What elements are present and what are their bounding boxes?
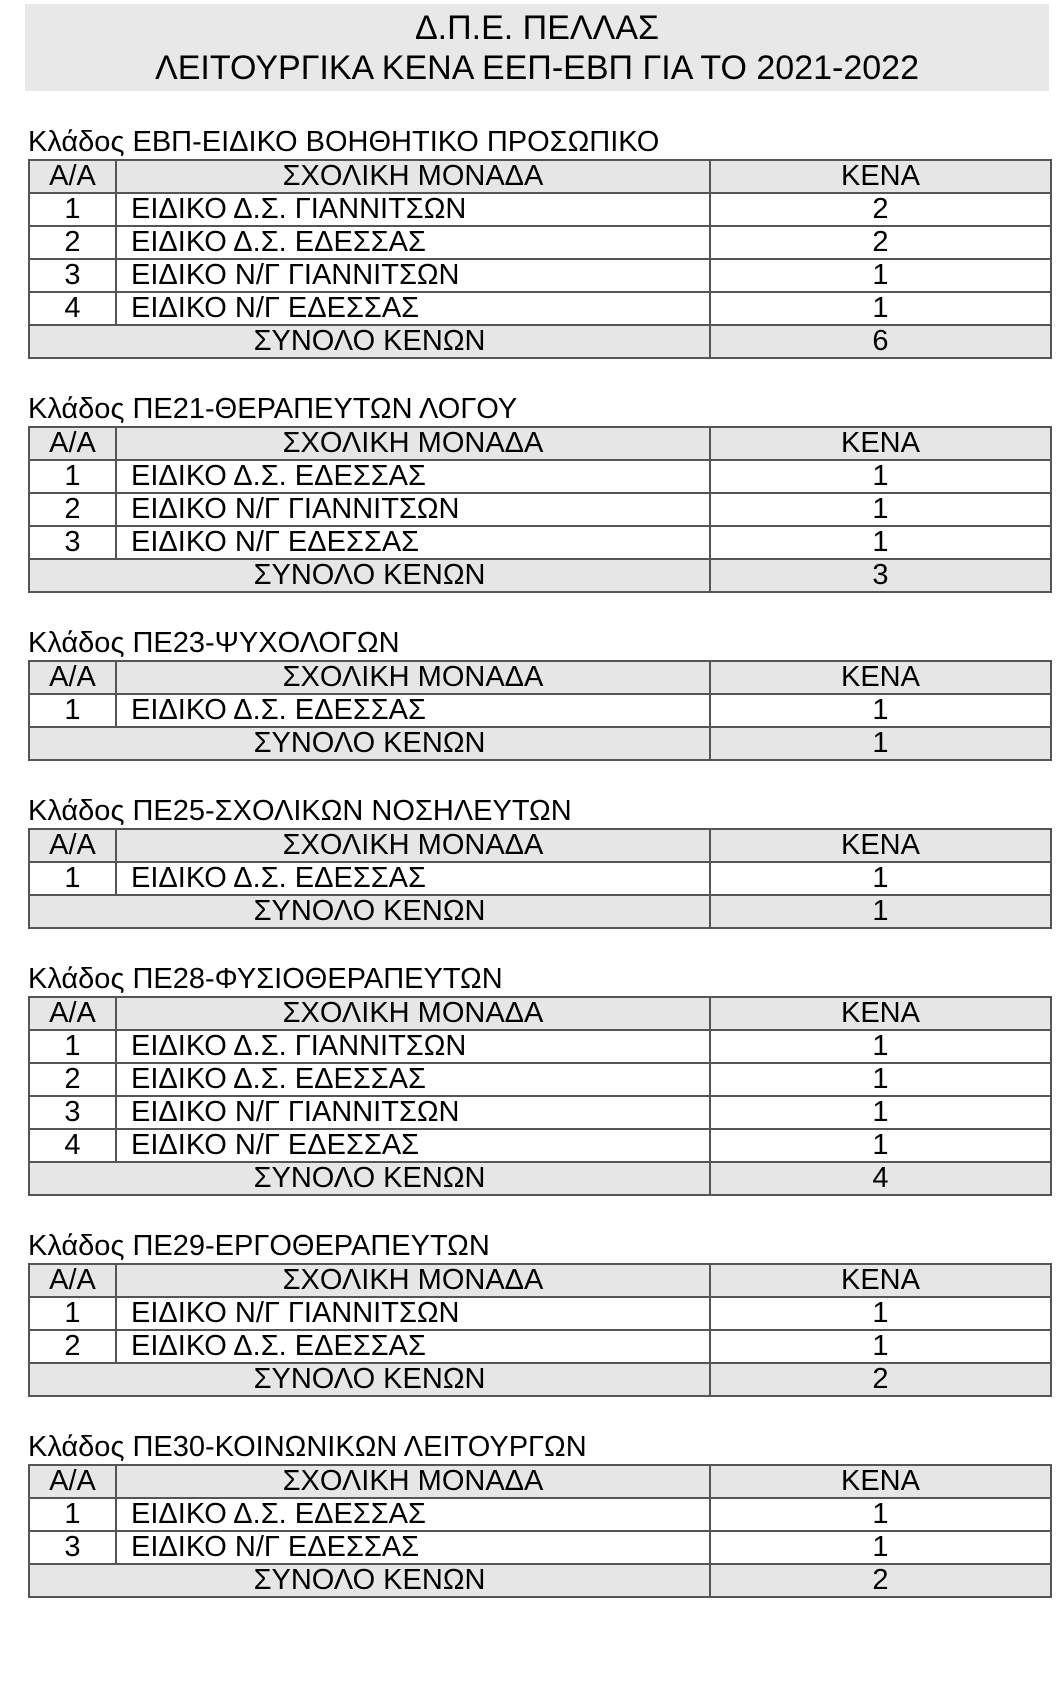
school-name: ΕΙΔΙΚΟ Ν/Γ ΓΙΑΝΝΙΤΣΩΝ — [116, 493, 710, 526]
column-header-count: ΚΕΝΑ — [710, 1465, 1051, 1498]
row-number: 3 — [29, 259, 116, 292]
school-name: ΕΙΔΙΚΟ Δ.Σ. ΕΔΕΣΣΑΣ — [116, 1063, 710, 1096]
section-title: Κλάδος ΠΕ30-ΚΟΙΝΩΝΙΚΩΝ ΛΕΙΤΟΥΡΓΩΝ — [28, 1431, 587, 1463]
table-header-row — [29, 427, 1051, 460]
total-label: ΣΥΝΟΛΟ ΚΕΝΩΝ — [29, 1363, 710, 1396]
vacancy-count: 1 — [710, 292, 1051, 325]
vacancy-table — [28, 426, 1052, 593]
row-number: 1 — [29, 1297, 116, 1330]
column-header-aa: Α/Α — [29, 160, 116, 193]
column-header-school: ΣΧΟΛΙΚΗ ΜΟΝΑΔΑ — [116, 1264, 710, 1297]
table-header-row — [29, 661, 1051, 694]
total-row — [29, 1564, 1051, 1597]
table-row — [29, 493, 1051, 526]
vacancy-section — [28, 1430, 1050, 1598]
table-header-row — [29, 1264, 1051, 1297]
total-row — [29, 559, 1051, 592]
vacancy-section — [28, 962, 1050, 1196]
school-name: ΕΙΔΙΚΟ Ν/Γ ΓΙΑΝΝΙΤΣΩΝ — [116, 1096, 710, 1129]
total-row — [29, 895, 1051, 928]
section-title: Κλάδος ΠΕ28-ΦΥΣΙΟΘΕΡΑΠΕΥΤΩΝ — [28, 963, 503, 995]
vacancy-section — [28, 392, 1050, 593]
section-title: Κλάδος ΠΕ23-ΨΥΧΟΛΟΓΩΝ — [28, 627, 400, 659]
table-row — [29, 1129, 1051, 1162]
total-value: 6 — [710, 325, 1051, 358]
page-header — [25, 4, 1049, 91]
row-number: 3 — [29, 1531, 116, 1564]
vacancy-section — [28, 626, 1050, 761]
column-header-count: ΚΕΝΑ — [710, 661, 1051, 694]
total-row — [29, 727, 1051, 760]
column-header-aa: Α/Α — [29, 427, 116, 460]
section-title: Κλάδος ΠΕ25-ΣΧΟΛΙΚΩΝ ΝΟΣΗΛΕΥΤΩΝ — [28, 795, 572, 827]
column-header-school: ΣΧΟΛΙΚΗ ΜΟΝΑΔΑ — [116, 997, 710, 1030]
vacancy-count: 1 — [710, 493, 1051, 526]
row-number: 1 — [29, 694, 116, 727]
row-number: 4 — [29, 1129, 116, 1162]
row-number: 1 — [29, 862, 116, 895]
total-value: 3 — [710, 559, 1051, 592]
table-header-row — [29, 997, 1051, 1030]
school-name: ΕΙΔΙΚΟ Ν/Γ ΕΔΕΣΣΑΣ — [116, 1531, 710, 1564]
vacancy-table — [28, 996, 1052, 1196]
vacancy-count: 1 — [710, 1030, 1051, 1063]
total-row — [29, 1162, 1051, 1195]
vacancy-section — [28, 1229, 1050, 1397]
table-row — [29, 1063, 1051, 1096]
column-header-count: ΚΕΝΑ — [710, 997, 1051, 1030]
vacancy-count: 1 — [710, 1498, 1051, 1531]
table-header-row — [29, 1465, 1051, 1498]
table-row — [29, 460, 1051, 493]
vacancy-count: 2 — [710, 226, 1051, 259]
total-label: ΣΥΝΟΛΟ ΚΕΝΩΝ — [29, 325, 710, 358]
column-header-aa: Α/Α — [29, 1465, 116, 1498]
column-header-aa: Α/Α — [29, 661, 116, 694]
total-row — [29, 325, 1051, 358]
vacancy-count: 2 — [710, 193, 1051, 226]
section-title: Κλάδος ΠΕ29-ΕΡΓΟΘΕΡΑΠΕΥΤΩΝ — [28, 1230, 490, 1262]
sections-container — [28, 125, 1050, 1631]
column-header-count: ΚΕΝΑ — [710, 829, 1051, 862]
row-number: 3 — [29, 1096, 116, 1129]
column-header-school: ΣΧΟΛΙΚΗ ΜΟΝΑΔΑ — [116, 1465, 710, 1498]
total-row — [29, 1363, 1051, 1396]
table-header-row — [29, 829, 1051, 862]
vacancy-table — [28, 1464, 1052, 1598]
table-row — [29, 193, 1051, 226]
school-name: ΕΙΔΙΚΟ Δ.Σ. ΕΔΕΣΣΑΣ — [116, 694, 710, 727]
table-row — [29, 1498, 1051, 1531]
vacancy-count: 1 — [710, 1330, 1051, 1363]
row-number: 1 — [29, 460, 116, 493]
row-number: 1 — [29, 1498, 116, 1531]
total-value: 4 — [710, 1162, 1051, 1195]
school-name: ΕΙΔΙΚΟ Ν/Γ ΓΙΑΝΝΙΤΣΩΝ — [116, 259, 710, 292]
vacancy-count: 1 — [710, 460, 1051, 493]
school-name: ΕΙΔΙΚΟ Δ.Σ. ΕΔΕΣΣΑΣ — [116, 226, 710, 259]
table-row — [29, 259, 1051, 292]
column-header-aa: Α/Α — [29, 997, 116, 1030]
vacancy-count: 1 — [710, 1297, 1051, 1330]
column-header-school: ΣΧΟΛΙΚΗ ΜΟΝΑΔΑ — [116, 661, 710, 694]
table-row — [29, 226, 1051, 259]
vacancy-table — [28, 1263, 1052, 1397]
table-row — [29, 1330, 1051, 1363]
total-value: 2 — [710, 1564, 1051, 1597]
total-value: 1 — [710, 895, 1051, 928]
total-label: ΣΥΝΟΛΟ ΚΕΝΩΝ — [29, 895, 710, 928]
table-header-row — [29, 160, 1051, 193]
vacancy-section — [28, 125, 1050, 359]
school-name: ΕΙΔΙΚΟ Ν/Γ ΕΔΕΣΣΑΣ — [116, 526, 710, 559]
table-row — [29, 1531, 1051, 1564]
school-name: ΕΙΔΙΚΟ Ν/Γ ΕΔΕΣΣΑΣ — [116, 1129, 710, 1162]
column-header-count: ΚΕΝΑ — [710, 1264, 1051, 1297]
vacancy-count: 1 — [710, 1063, 1051, 1096]
vacancy-count: 1 — [710, 1531, 1051, 1564]
vacancy-table — [28, 828, 1052, 929]
vacancy-count: 1 — [710, 259, 1051, 292]
row-number: 2 — [29, 1330, 116, 1363]
table-row — [29, 862, 1051, 895]
school-name: ΕΙΔΙΚΟ Ν/Γ ΕΔΕΣΣΑΣ — [116, 292, 710, 325]
vacancy-count: 1 — [710, 1096, 1051, 1129]
row-number: 1 — [29, 1030, 116, 1063]
school-name: ΕΙΔΙΚΟ Δ.Σ. ΕΔΕΣΣΑΣ — [116, 460, 710, 493]
column-header-count: ΚΕΝΑ — [710, 160, 1051, 193]
vacancy-table — [28, 660, 1052, 761]
school-name: ΕΙΔΙΚΟ Δ.Σ. ΓΙΑΝΝΙΤΣΩΝ — [116, 1030, 710, 1063]
header-title: Δ.Π.Ε. ΠΕΛΛΑΣ — [414, 9, 660, 47]
row-number: 2 — [29, 1063, 116, 1096]
vacancy-count: 1 — [710, 1129, 1051, 1162]
table-row — [29, 526, 1051, 559]
total-value: 1 — [710, 727, 1051, 760]
header-subtitle: ΛΕΙΤΟΥΡΓΙΚΑ ΚΕΝΑ ΕΕΠ-ΕΒΠ ΓΙΑ ΤΟ 2021-2022 — [155, 49, 919, 87]
column-header-school: ΣΧΟΛΙΚΗ ΜΟΝΑΔΑ — [116, 427, 710, 460]
total-label: ΣΥΝΟΛΟ ΚΕΝΩΝ — [29, 727, 710, 760]
column-header-school: ΣΧΟΛΙΚΗ ΜΟΝΑΔΑ — [116, 829, 710, 862]
vacancy-table — [28, 159, 1052, 359]
column-header-count: ΚΕΝΑ — [710, 427, 1051, 460]
school-name: ΕΙΔΙΚΟ Δ.Σ. ΕΔΕΣΣΑΣ — [116, 1330, 710, 1363]
total-label: ΣΥΝΟΛΟ ΚΕΝΩΝ — [29, 1564, 710, 1597]
table-row — [29, 694, 1051, 727]
column-header-aa: Α/Α — [29, 829, 116, 862]
vacancy-count: 1 — [710, 526, 1051, 559]
section-title: Κλάδος ΕΒΠ-ΕΙΔΙΚΟ ΒΟΗΘΗΤΙΚΟ ΠΡΟΣΩΠΙΚΟ — [28, 126, 660, 158]
total-value: 2 — [710, 1363, 1051, 1396]
school-name: ΕΙΔΙΚΟ Δ.Σ. ΓΙΑΝΝΙΤΣΩΝ — [116, 193, 710, 226]
table-row — [29, 1096, 1051, 1129]
row-number: 4 — [29, 292, 116, 325]
vacancy-section — [28, 794, 1050, 929]
vacancy-count: 1 — [710, 862, 1051, 895]
row-number: 2 — [29, 226, 116, 259]
table-row — [29, 292, 1051, 325]
row-number: 1 — [29, 193, 116, 226]
school-name: ΕΙΔΙΚΟ Δ.Σ. ΕΔΕΣΣΑΣ — [116, 862, 710, 895]
total-label: ΣΥΝΟΛΟ ΚΕΝΩΝ — [29, 1162, 710, 1195]
column-header-aa: Α/Α — [29, 1264, 116, 1297]
section-title: Κλάδος ΠΕ21-ΘΕΡΑΠΕΥΤΩΝ ΛΟΓΟΥ — [28, 393, 518, 425]
total-label: ΣΥΝΟΛΟ ΚΕΝΩΝ — [29, 559, 710, 592]
column-header-school: ΣΧΟΛΙΚΗ ΜΟΝΑΔΑ — [116, 160, 710, 193]
table-row — [29, 1297, 1051, 1330]
table-row — [29, 1030, 1051, 1063]
vacancy-count: 1 — [710, 694, 1051, 727]
school-name: ΕΙΔΙΚΟ Δ.Σ. ΕΔΕΣΣΑΣ — [116, 1498, 710, 1531]
row-number: 2 — [29, 493, 116, 526]
row-number: 3 — [29, 526, 116, 559]
school-name: ΕΙΔΙΚΟ Ν/Γ ΓΙΑΝΝΙΤΣΩΝ — [116, 1297, 710, 1330]
